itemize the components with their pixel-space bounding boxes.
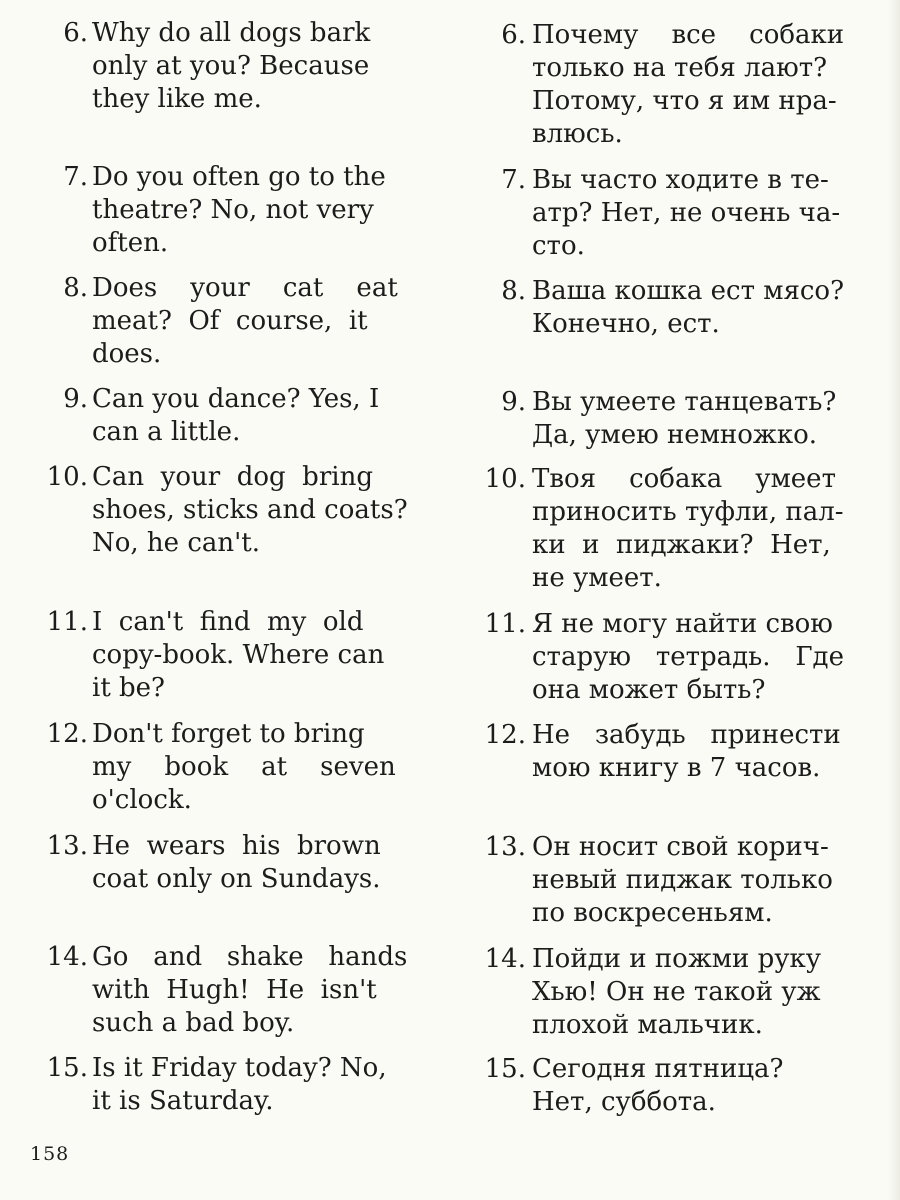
item-number: 15. bbox=[484, 1054, 526, 1084]
item-number: 11. bbox=[46, 607, 88, 637]
item-number: 14. bbox=[46, 942, 88, 972]
item-number: 7. bbox=[63, 162, 88, 192]
item-text: Why do all dogs bark only at you? Because they like me. bbox=[92, 18, 371, 114]
item-text: Don't forget to bring my book at seven o'clock. bbox=[92, 719, 396, 815]
item-number: 6. bbox=[63, 18, 88, 48]
item-text: Не забудь принести мою книгу в 7 часов. bbox=[532, 720, 841, 783]
item-text: Ваша кошка ест мясо? Конечно, ест. bbox=[532, 276, 845, 339]
item-text: Пойди и пожми руку Хью! Он не такой уж плохой мальчик. bbox=[532, 944, 822, 1040]
item-text: Can you dance? Yes, I can a little. bbox=[92, 384, 380, 447]
page-edge bbox=[888, 0, 900, 1200]
item-number: 11. bbox=[484, 609, 526, 639]
item-text: Я не могу найти свою старую тетрадь. Где она может быть? bbox=[532, 609, 844, 705]
item-text: Он носит свой корич- невый пиджак только по воскресеньям. bbox=[532, 832, 833, 928]
item-number: 13. bbox=[46, 831, 88, 861]
item-number: 14. bbox=[484, 944, 526, 974]
item-text: Does your cat eat meat? Of course, it does. bbox=[92, 273, 398, 369]
page-number: 158 bbox=[30, 1143, 70, 1165]
item-text: Do you often go to the theatre? No, not very often. bbox=[92, 162, 386, 258]
item-number: 12. bbox=[46, 719, 88, 749]
item-text: I can't find my old copy-book. Where can it be? bbox=[92, 607, 385, 703]
item-number: 9. bbox=[63, 384, 88, 414]
item-number: 8. bbox=[501, 276, 526, 306]
item-number: 10. bbox=[484, 464, 526, 494]
item-text: Can your dog bring shoes, sticks and coats? No, he can't. bbox=[92, 462, 408, 558]
item-number: 10. bbox=[46, 462, 88, 492]
item-number: 9. bbox=[501, 387, 526, 417]
item-number: 6. bbox=[501, 20, 526, 50]
item-number: 12. bbox=[484, 720, 526, 750]
item-number: 8. bbox=[63, 273, 88, 303]
item-text: Вы часто ходите в те- атр? Нет, не очень ча- сто. bbox=[532, 165, 841, 261]
item-text: Вы умеете танцевать? Да, умею немножко. bbox=[532, 387, 837, 450]
item-text: Сегодня пятница? Нет, суббота. bbox=[532, 1054, 784, 1117]
item-text: He wears his brown coat only on Sundays. bbox=[92, 831, 381, 894]
item-text: Is it Friday today? No, it is Saturday. bbox=[92, 1053, 387, 1116]
item-text: Go and shake hands with Hugh! He isn't such a bad boy. bbox=[92, 942, 408, 1038]
item-number: 13. bbox=[484, 832, 526, 862]
item-text: Почему все собаки только на тебя лают? Потому, что я им нра- влюсь. bbox=[532, 20, 845, 149]
item-text: Твоя собака умеет приносить туфли, пал- ки и пиджаки? Нет, не умеет. bbox=[532, 464, 844, 593]
item-number: 7. bbox=[501, 165, 526, 195]
item-number: 15. bbox=[46, 1053, 88, 1083]
